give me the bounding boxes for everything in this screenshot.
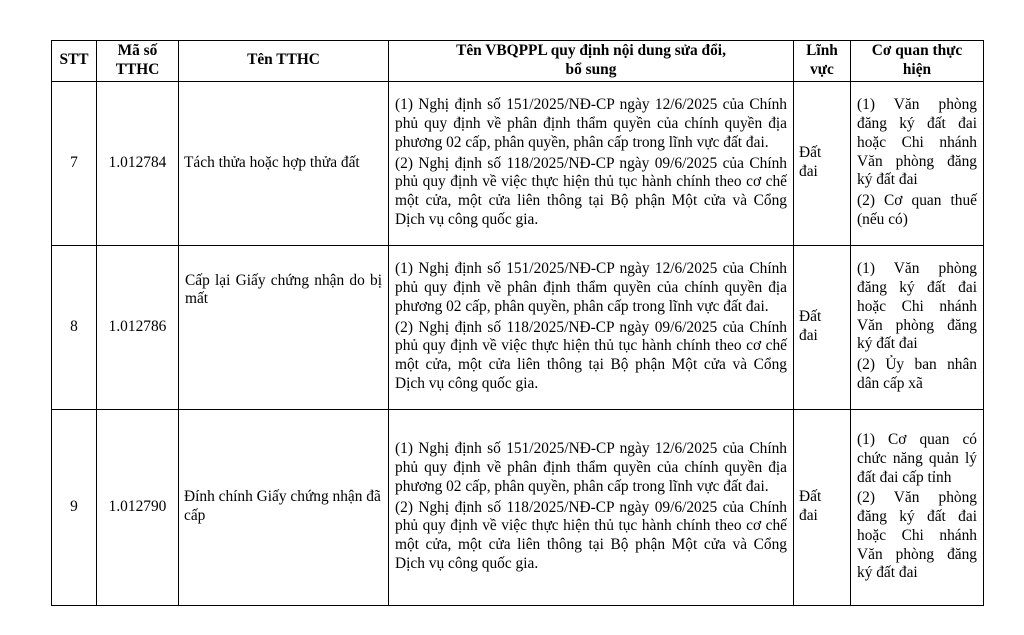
cell-linh-vuc: Đất đai [794, 409, 851, 605]
header-co-quan: Cơ quan thực hiện [851, 41, 984, 82]
co-quan-item-2: (2) Văn phòng đăng ký đất đai hoặc Chi nhánh Văn phòng đăng ký đất đai [857, 489, 977, 582]
co-quan-item-1: (1) Cơ quan có chức năng quản lý đất đai cấp tỉnh [857, 430, 977, 486]
header-stt: STT [52, 41, 97, 82]
co-quan-item-1: (1) Văn phòng đăng ký đất đai hoặc Chi nhánh Văn phòng đăng ký đất đai [857, 260, 977, 353]
cell-co-quan [851, 81, 984, 245]
header-ten-tthc: Tên TTHC [179, 41, 389, 82]
vbqppl-item-2: (2) Nghị định số 118/2025/NĐ-CP ngày 09/6/2025 của Chính phủ quy định về việc thực hiện thủ tục hành chính theo cơ chế một cửa, một cửa liên thông tại Bộ phận Một cửa và Cổng Dịch vụ công quốc gia. [395, 318, 787, 393]
cell-ten-tthc: Tách thửa hoặc hợp thửa đất [179, 81, 389, 245]
vbqppl-item-1: (1) Nghị định số 151/2025/NĐ-CP ngày 12/6/2025 của Chính phủ quy định về phân định thẩm quyền của chính quyền địa phương 02 cấp, phân quyền, phân cấp trong lĩnh vực đất đai. [395, 440, 787, 495]
procedures-table [51, 40, 984, 606]
table-header-row [52, 41, 984, 82]
cell-ma-so: 1.012784 [97, 81, 179, 245]
vbqppl-item-2: (2) Nghị định số 118/2025/NĐ-CP ngày 09/6/2025 của Chính phủ quy định về việc thực hiện thủ tục hành chính theo cơ chế một cửa, một cửa liên thông tại Bộ phận Một cửa và Cổng Dịch vụ công quốc gia. [395, 498, 787, 573]
cell-ten-tthc: Cấp lại Giấy chứng nhận do bị mất [179, 245, 389, 409]
cell-ma-so: 1.012786 [97, 245, 179, 409]
co-quan-item-2: (2) Cơ quan thuế (nếu có) [857, 192, 977, 229]
cell-stt: 8 [52, 245, 97, 409]
cell-ma-so: 1.012790 [97, 409, 179, 605]
vbqppl-item-1: (1) Nghị định số 151/2025/NĐ-CP ngày 12/6/2025 của Chính phủ quy định về phân định thẩm quyền của chính quyền địa phương 02 cấp, phân quyền, phân cấp trong lĩnh vực đất đai. [395, 260, 787, 315]
table-row [52, 81, 984, 245]
table-row [52, 245, 984, 409]
cell-linh-vuc: Đất đai [794, 81, 851, 245]
header-ma-so: Mã số TTHC [97, 41, 179, 82]
cell-vbqppl [389, 245, 794, 409]
vbqppl-item-2: (2) Nghị định số 118/2025/NĐ-CP ngày 09/6/2025 của Chính phủ quy định về việc thực hiện thủ tục hành chính theo cơ chế một cửa, một cửa liên thông tại Bộ phận Một cửa và Cổng Dịch vụ công quốc gia. [395, 154, 787, 229]
vbqppl-item-1: (1) Nghị định số 151/2025/NĐ-CP ngày 12/6/2025 của Chính phủ quy định về phân định thẩm quyền của chính quyền địa phương 02 cấp, phân quyền, phân cấp trong lĩnh vực đất đai. [395, 96, 787, 151]
cell-ten-tthc: Đính chính Giấy chứng nhận đã cấp [179, 409, 389, 605]
cell-co-quan [851, 245, 984, 409]
header-vbqppl: Tên VBQPPL quy định nội dung sửa đổi, bổ sung [389, 41, 794, 82]
table-row [52, 409, 984, 605]
co-quan-item-2: (2) Ủy ban nhân dân cấp xã [857, 356, 977, 393]
cell-vbqppl [389, 81, 794, 245]
cell-co-quan [851, 409, 984, 605]
co-quan-item-1: (1) Văn phòng đăng ký đất đai hoặc Chi nhánh Văn phòng đăng ký đất đai [857, 96, 977, 189]
header-linh-vuc: Lĩnh vực [794, 41, 851, 82]
cell-linh-vuc: Đất đai [794, 245, 851, 409]
cell-vbqppl [389, 409, 794, 605]
cell-stt: 9 [52, 409, 97, 605]
cell-stt: 7 [52, 81, 97, 245]
